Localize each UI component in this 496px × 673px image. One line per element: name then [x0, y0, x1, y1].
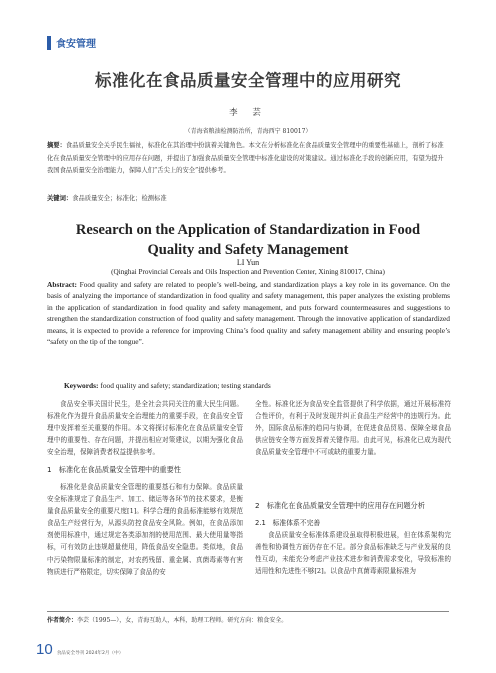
section-label: 食安管理 [56, 39, 96, 50]
author-footnote [47, 615, 449, 624]
title-en [0, 220, 496, 260]
abstract-cn-label: 摘要： [47, 142, 66, 149]
keywords-cn-label: 关键词： [47, 195, 73, 202]
page-number: 10 [36, 641, 53, 658]
author-cn: 李 芸 [229, 108, 267, 118]
page-footer [36, 641, 123, 658]
abstract-en-label: Abstract: [47, 280, 77, 289]
abstract-cn-text: 食品质量安全关乎民生福祉，标准化在其治理中扮演着关键角色。本文在分析标准化在食品质量安全管理中的重要性基础上，剖析了标准化在食品质量安全管理中的应用存在问题，并提出了加强食品质量安全管理中标准化建设的对策建议。通过标准化手段的创新应用，有望为提升我国食品质量安全治理能力，保障人们“舌尖上的安全”提供参考。 [47, 142, 444, 174]
affiliation-en: (Qinghai Provincial Cereals and Oils Inspection and Prevention Center, Xining 810017, China) [111, 268, 385, 276]
title-cn: 标准化在食品质量安全管理中的应用研究 [95, 71, 401, 90]
keywords-cn [47, 193, 449, 202]
abstract-en-text: Food quality and safety are related to people’s well-being, and standardization plays a key role in its governance. On the basis of analyzing the importance of standardization in food quality and safety management, this paper analyzes the existing problems in the application of standardization in food quality and safety management, and puts forward countermeasures and suggestions to strengthen the standardization construction of food quality and safety management. Through the innovative application of standardized means, it is expected to provide a reference for improving China’s food quality and safety management ability and ensuring people’s “safety on the tip of the tongue”. [47, 280, 450, 347]
body-column-right [255, 398, 451, 577]
section-tag [47, 35, 96, 50]
abstract-cn [47, 140, 449, 178]
section-1-paragraph: 标准化是食品质量安全管理的重要基石和有力保障。食品质量安全标准规定了食品生产、加工、储运等各环节的技术要求，是衡量食品质量安全的重要尺度[1]。科学合理的食品标准能够有效规范食品生产经营行为，从源头防控食品安全风险。例如，在食品添加剂使用标准中，通过规定各类添加剂的使用范围、最大使用量等指标，可有效防止违规超量使用，降低食品安全隐患。类似地，食品中污染物限量标准的制定，对农药残留、重金属、真菌毒素等有害物质进行严格限定，切实保障了食品的安 [47, 482, 243, 576]
journal-name: 食品安全导刊 2024年2月（中） [56, 651, 124, 656]
section-1-paragraph-cont [255, 398, 451, 494]
affiliation-cn: （青海省粮油检测防治所，青海西宁 810017） [184, 128, 312, 135]
section-bar [47, 36, 51, 50]
section-2-heading: 2 标准化在食品质量安全管理中的应用存在问题分析 [255, 501, 425, 510]
body-column-left [47, 398, 243, 627]
keywords-en-label: Keywords: [64, 381, 99, 390]
keywords-cn-text: 食品质量安全；标准化；检测标准 [72, 195, 167, 202]
keywords-en [64, 381, 454, 390]
title-en-line1: Research on the Application of Standardization in Food [75, 222, 421, 238]
author-en: LI Yun [236, 258, 260, 267]
title-en-line2: Quality and Safety Management [147, 242, 349, 258]
footnote-divider [47, 611, 449, 612]
section-2-1-heading: 2.1 标准体系不完善 [255, 518, 321, 527]
section-2-1-paragraph: 食品质量安全标准体系建设虽取得积极进展，但在体系架构完善性和协调性方面仍存在不足。部分食品标准缺乏与产业发展的良性互动，未能充分考虑产业技术进步和消费需求变化，导致标准的适用性和先进性不够[2]。以食品中真菌毒素限量标准为 [255, 530, 451, 575]
intro-paragraph: 食品安全事关国计民生，是全社会共同关注的重大民生问题。标准化作为提升食品质量安全治理能力的重要手段，在食品安全管理中发挥着至关重要的作用。本文将探讨标准化在食品质量安全管理中的重要性、存在问题，并提出相应对策建议，以期为强化食品安全治理，保障消费者权益提供参考。 [47, 400, 243, 457]
abstract-en [47, 279, 450, 347]
footnote-label: 作者简介： [47, 617, 78, 624]
keywords-en-text: food quality and safety; standardization; testing standards [100, 381, 271, 390]
section-1-heading: 1 标准化在食品质量安全管理中的重要性 [47, 465, 181, 475]
footnote-text: 李芸（1995—），女，青海互助人，本科，助理工程师。研究方向：粮食安全。 [77, 617, 288, 624]
section-1-continuation: 全性。标准化还为食品安全监管提供了科学依据，通过开展标准符合性评价，有利于及时发现并纠正食品生产经营中的违规行为。此外，国际食品标准的趋同与协调，在促进食品贸易、保障全球食品供应链安全等方面发挥着关键作用。由此可见，标准化已成为现代食品质量安全管理中不可或缺的重要力量。 [255, 400, 451, 457]
